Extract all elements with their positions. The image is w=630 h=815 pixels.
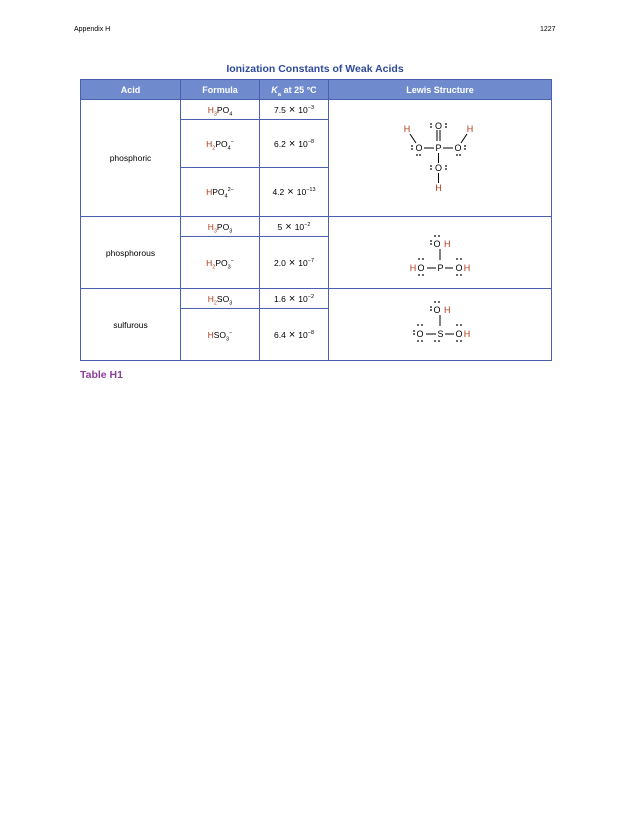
ka-value-cell: $6.4 \times 10^{-8}$ bbox=[260, 309, 329, 361]
phosphorus-atom: P bbox=[435, 143, 442, 153]
oxygen-atom: O bbox=[433, 304, 441, 315]
table-title: Ionization Constants of Weak Acids bbox=[226, 63, 404, 75]
hydrogen-atom: H bbox=[444, 304, 451, 315]
acid-name-phosphorous: phosphorous bbox=[81, 217, 181, 289]
lewis-structure-phosphoric bbox=[329, 100, 552, 217]
oxygen-atom: O bbox=[433, 238, 441, 249]
sulfur-atom: S bbox=[437, 328, 444, 339]
oxygen-atom: O bbox=[415, 143, 423, 153]
lewis-diagram-sulfurous bbox=[390, 299, 490, 349]
hydrogen-atom: H bbox=[435, 183, 442, 193]
oxygen-atom: O bbox=[434, 121, 443, 131]
ka-value-cell: $5 \times 10^{-2}$ bbox=[260, 217, 329, 237]
ka-value-cell: $1.6 \times 10^{-2}$ bbox=[260, 289, 329, 309]
ka-value-cell: $7.5 \times 10^{-3}$ bbox=[260, 100, 329, 120]
formula-cell: $HSO_3^-$ bbox=[181, 309, 260, 361]
hydrogen-atom: H bbox=[463, 262, 471, 273]
oxygen-atom: O bbox=[434, 163, 443, 173]
column-header-acid: Acid bbox=[81, 80, 181, 100]
table-row bbox=[81, 217, 552, 237]
acid-name-sulfurous: sulfurous bbox=[81, 289, 181, 361]
weak-acids-table bbox=[80, 79, 552, 361]
formula-cell: $H_2SO_3$ bbox=[181, 289, 260, 309]
ka-value-cell: $4.2 \times 10^{-13}$ bbox=[260, 168, 329, 217]
formula-cell: $H_2PO_3^-$ bbox=[181, 237, 260, 289]
hydrogen-atom: H bbox=[403, 124, 411, 134]
column-header-formula: Formula bbox=[181, 80, 260, 100]
lewis-diagram-phosphoric bbox=[390, 120, 490, 194]
column-header-ka: $K_a$ at 25 °C bbox=[260, 80, 329, 100]
lewis-structure-sulfurous bbox=[329, 289, 552, 361]
oxygen-atom: O bbox=[455, 262, 463, 273]
oxygen-atom: O bbox=[455, 328, 463, 339]
hydrogen-atom: H bbox=[463, 328, 471, 339]
oxygen-atom: O bbox=[417, 262, 425, 273]
table-row bbox=[81, 289, 552, 309]
table-header-row bbox=[81, 80, 552, 100]
oxygen-atom: O bbox=[416, 328, 424, 339]
hydrogen-atom: H bbox=[444, 238, 451, 249]
column-header-lewis: Lewis Structure bbox=[329, 80, 552, 100]
formula-cell: $H_3PO_3$ bbox=[181, 217, 260, 237]
page-number: 1227 bbox=[540, 26, 556, 33]
table-row bbox=[81, 100, 552, 120]
lewis-structure-phosphorous bbox=[329, 217, 552, 289]
formula-cell: $H_3PO_4$ bbox=[181, 100, 260, 120]
lewis-diagram-phosphorous bbox=[390, 224, 490, 280]
formula-cell: $HPO_4^{2-}$ bbox=[181, 168, 260, 217]
hydrogen-atom: H bbox=[409, 262, 417, 273]
hydrogen-atom: H bbox=[466, 124, 474, 134]
table-caption: Table H1 bbox=[80, 369, 123, 381]
phosphorus-atom: P bbox=[437, 262, 444, 273]
oxygen-atom: O bbox=[454, 143, 462, 153]
ka-value-cell: $2.0 \times 10^{-7}$ bbox=[260, 237, 329, 289]
acid-name-phosphoric: phosphoric bbox=[81, 100, 181, 217]
ka-value-cell: $6.2 \times 10^{-8}$ bbox=[260, 120, 329, 168]
formula-cell: $H_2PO_4^-$ bbox=[181, 120, 260, 168]
running-header-left: Appendix H bbox=[74, 26, 111, 33]
